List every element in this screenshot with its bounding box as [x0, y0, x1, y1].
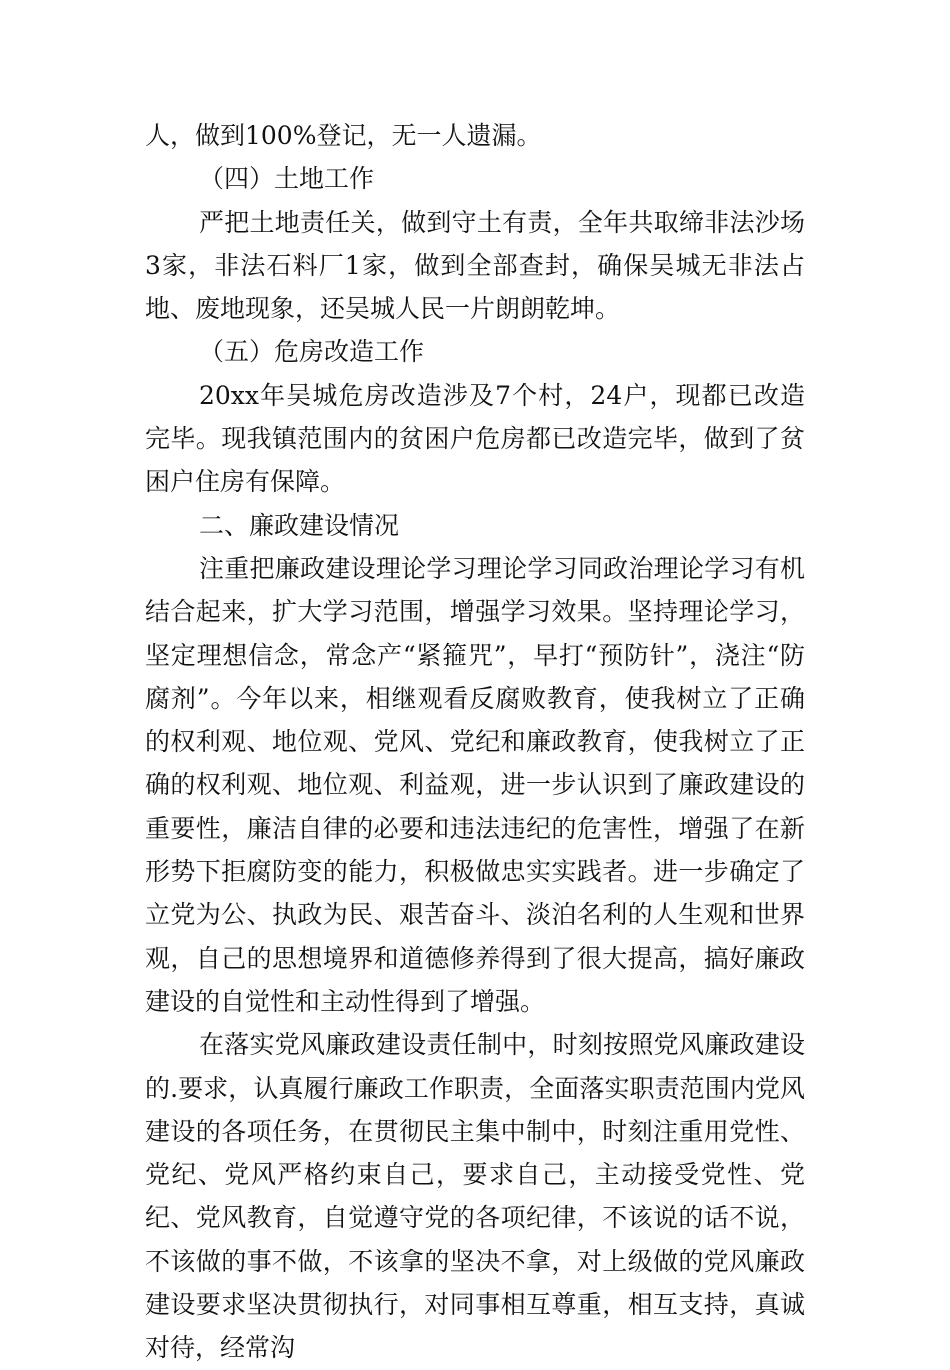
paragraph-land-work: 严把土地责任关，做到守土有责，全年共取缔非法沙场3家，非法石料厂1家，做到全部查封，确保吴城无非法占地、废地现象，还吴城人民一片朗朗乾坤。: [145, 207, 805, 324]
section-heading-land-work: （四）土地工作: [199, 164, 375, 194]
section-heading-integrity-building: 二、廉政建设情况: [199, 510, 400, 540]
paragraph-integrity-study: 注重把廉政建设理论学习理论学习同政治理论学习有机结合起来，扩大学习范围，增强学习效果。坚持理论学习，坚定理想信念，常念产“紧箍咒”，早打“预防针”，浇注“防腐剂”。今年以来，相继观看反腐败教育，使我树立了正确的权利观、地位观、党风、党纪和廉政教育，使我树立了正确的权利观、地位观、利益观，进一步认识到了廉政建设的重要性，廉洁自律的必要和违法违纪的危害性，增强了在新形势下拒腐防变的能力，积极做忠实实践者。进一步确定了立党为公、执政为民、艰苦奋斗、淡泊名利的人生观和世界观，自己的思想境界和道德修养得到了很大提高，搞好廉政建设的自觉性和主动性得到了增强。: [145, 553, 805, 1016]
document-body: [145, 114, 805, 1370]
paragraph-continuation: 人，做到100%登记，无一人遗漏。: [145, 121, 542, 150]
paragraph-housing-renovation: 20xx年吴城危房改造涉及7个村，24户，现都已改造完毕。现我镇范围内的贫困户危房都已改造完毕，做到了贫困户住房有保障。: [145, 380, 805, 497]
paragraph-responsibility-system: 在落实党风廉政建设责任制中，时刻按照党风廉政建设的.要求，认真履行廉政工作职责，全面落实职责范围内党风建设的各项任务，在贯彻民主集中制中，时刻注重用党性、党纪、党风严格约束自己，要求自己，主动接受党性、党纪、党风教育，自觉遵守党的各项纪律，不该说的话不说，不该做的事不做，不该拿的坚决不拿，对上级做的党风廉政建设要求坚决贯彻执行，对同事相互尊重，相互支持，真诚对待，经常沟: [145, 1030, 805, 1363]
section-heading-housing-renovation: （五）危房改造工作: [199, 337, 425, 367]
